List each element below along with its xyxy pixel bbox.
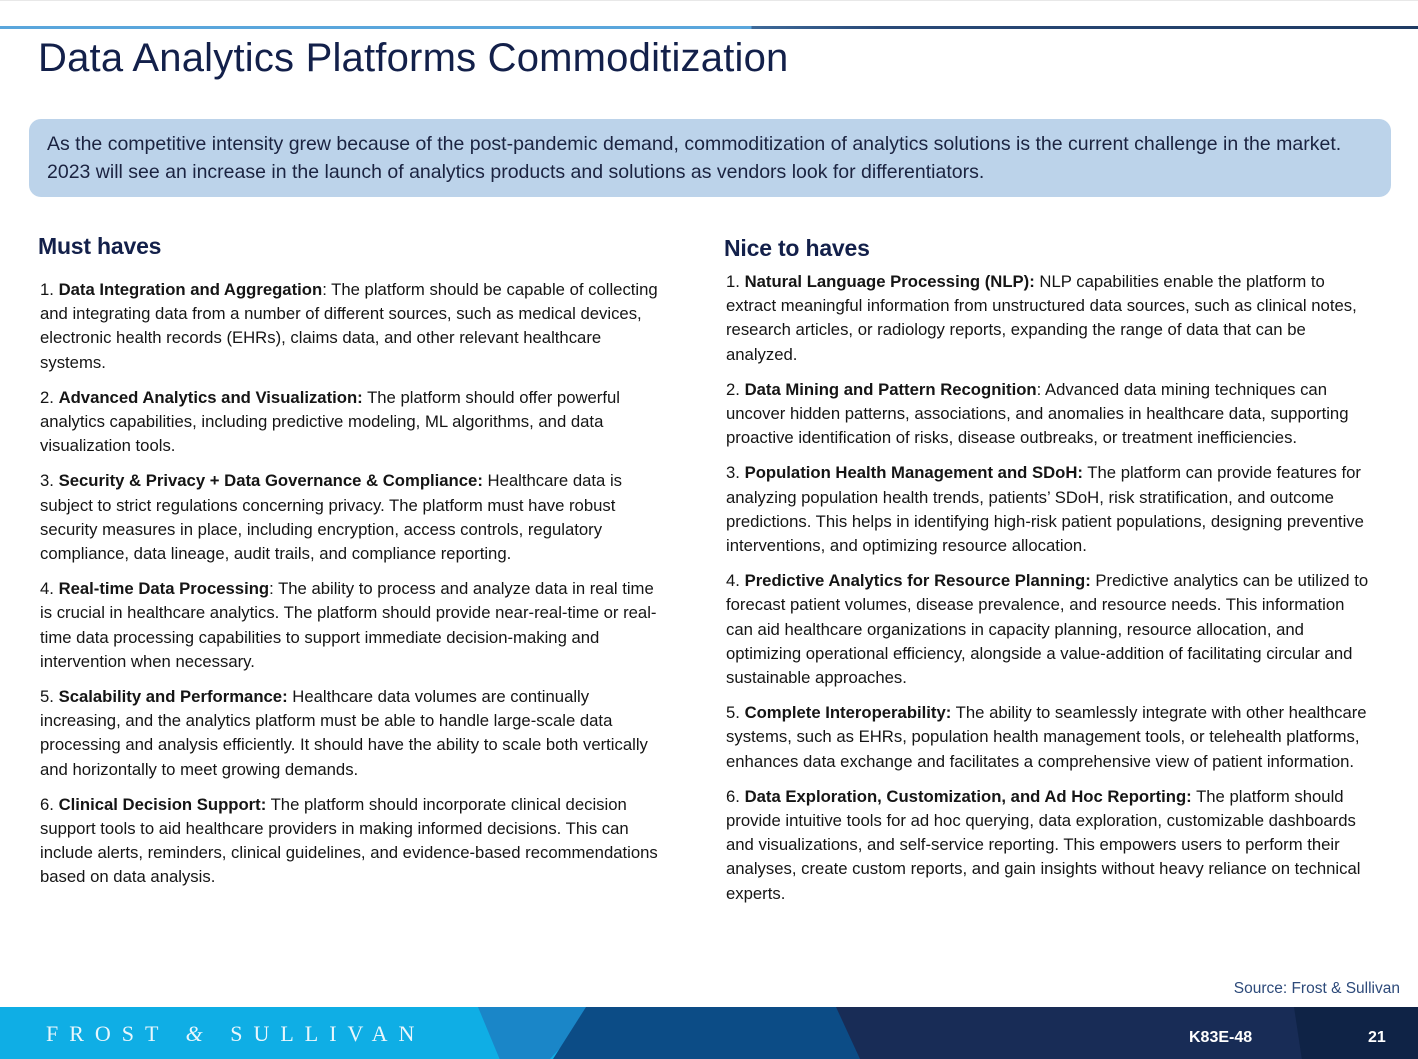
item-number: 2. bbox=[40, 387, 59, 407]
page-title: Data Analytics Platforms Commoditization bbox=[38, 36, 789, 80]
list-item bbox=[724, 569, 1374, 690]
summary-callout: As the competitive intensity grew because of the post-pandemic demand, commoditization of analytics solutions is the current challenge in the market. 2023 will see an increase in the launch of analytics products and solutions as vendors look for differentiators. bbox=[29, 119, 1391, 197]
item-number: 4. bbox=[40, 579, 59, 599]
source-note: Source: Frost & Sullivan bbox=[1233, 980, 1400, 997]
list-item bbox=[38, 469, 670, 566]
list-item bbox=[38, 278, 670, 375]
item-number: 4. bbox=[726, 571, 745, 591]
footer-bar bbox=[0, 1007, 1418, 1059]
item-term: Data Exploration, Customization, and Ad Hoc Reporting: bbox=[744, 786, 1192, 806]
item-number: 3. bbox=[726, 463, 745, 483]
must-haves-heading: Must haves bbox=[38, 233, 162, 259]
item-text: The ability to seamlessly integrate with other healthcare systems, such as EHRs, population health management tools, or telehealth platforms, enhances data exchange and facilitates a comprehensive view of patient information. bbox=[726, 703, 1367, 771]
frost-sullivan-logo bbox=[46, 1021, 425, 1047]
must-haves-list bbox=[38, 278, 670, 890]
item-number: 6. bbox=[40, 794, 59, 814]
item-term: Clinical Decision Support: bbox=[58, 794, 267, 814]
item-number: 1. bbox=[40, 280, 59, 299]
item-text: : The ability to process and analyze data in real time is crucial in healthcare analytics. The platform should provide near-real-time or real-time data processing capabilities to support immediate decision-making and intervention when necessary. bbox=[40, 579, 657, 671]
item-number: 5. bbox=[40, 687, 59, 707]
item-term: Security & Privacy + Data Governance & Compliance: bbox=[58, 471, 483, 491]
item-term: Real-time Data Processing bbox=[58, 579, 270, 599]
item-text: NLP capabilities enable the platform to extract meaningful information from unstructured data sources, such as clinical notes, research articles, or radiology reports, expanding the range of data that can be analyzed. bbox=[726, 272, 1357, 364]
item-text: : Advanced data mining techniques can uncover hidden patterns, associations, and anomalies in healthcare data, supporting proactive identification of risks, disease outbreaks, or treatment inefficiencies. bbox=[726, 379, 1349, 448]
list-item bbox=[724, 701, 1374, 774]
page-number: 21 bbox=[1368, 1029, 1386, 1046]
list-item bbox=[724, 270, 1374, 367]
nice-to-haves-column bbox=[724, 230, 1374, 917]
list-item bbox=[38, 685, 670, 782]
item-term: Predictive Analytics for Resource Planning: bbox=[744, 571, 1091, 591]
nice-to-haves-heading: Nice to haves bbox=[724, 235, 870, 261]
item-text: The platform should offer powerful analytics capabilities, including predictive modeling, ML algorithms, and data visualization tools. bbox=[40, 387, 620, 456]
list-item bbox=[38, 793, 670, 890]
item-number: 1. bbox=[726, 272, 745, 291]
item-term: Advanced Analytics and Visualization: bbox=[58, 387, 363, 407]
item-text: : The platform should be capable of collecting and integrating data from a number of different sources, such as medical devices, electronic health records (EHRs), claims data, and other relevant healthcare systems. bbox=[40, 280, 658, 372]
list-item bbox=[724, 785, 1374, 906]
list-item bbox=[724, 461, 1374, 558]
list-item bbox=[724, 378, 1374, 451]
item-text: Healthcare data is subject to strict regulations concerning privacy. The platform must have robust security measures in place, including encryption, access controls, regulatory compliance, data lineage, audit trails, and compliance reporting. bbox=[40, 471, 623, 564]
logo-ampersand: & bbox=[185, 1021, 214, 1046]
item-term: Scalability and Performance: bbox=[58, 687, 288, 707]
item-term: Data Integration and Aggregation bbox=[58, 280, 323, 299]
footer-band bbox=[1294, 1007, 1418, 1059]
must-haves-column bbox=[38, 230, 670, 901]
logo-word-sullivan: SULLIVAN bbox=[230, 1021, 426, 1046]
list-item bbox=[38, 577, 670, 674]
nice-to-haves-list bbox=[724, 270, 1374, 906]
item-text: The platform should provide intuitive tools for ad hoc querying, data exploration, customizable dashboards and visualizations, and self-service reporting. This empowers users to perform their analyses, create custom reports, and gain insights without heavy reliance on technical experts. bbox=[726, 786, 1361, 903]
item-term: Natural Language Processing (NLP): bbox=[744, 272, 1035, 291]
item-term: Population Health Management and SDoH: bbox=[744, 463, 1083, 483]
item-text: The platform should incorporate clinical decision support tools to aid healthcare providers in making informed decisions. This can include alerts, reminders, clinical guidelines, and evidence-based recommendations based on data analysis. bbox=[40, 794, 658, 887]
logo-word-frost: FROST bbox=[46, 1021, 170, 1046]
item-number: 2. bbox=[726, 379, 745, 399]
list-item bbox=[38, 386, 670, 459]
item-number: 5. bbox=[726, 703, 745, 723]
item-number: 6. bbox=[726, 786, 745, 806]
item-text: Predictive analytics can be utilized to forecast patient volumes, disease prevalence, and resource needs. This information can aid healthcare organizations in capacity planning, resource allocation, and optimizing operational efficiency, alongside a value-addition of facilitating circular and sustainable approaches. bbox=[726, 571, 1369, 688]
document-code: K83E-48 bbox=[1189, 1029, 1253, 1046]
footer-band bbox=[553, 1007, 883, 1059]
item-number: 3. bbox=[40, 471, 59, 491]
top-edge bbox=[0, 0, 1418, 1]
item-text: Healthcare data volumes are continually increasing, and the analytics platform must be able to handle large-scale data processing and analysis efficiently. It should have the ability to scale both vertically and horizontally to meet growing demands. bbox=[40, 687, 648, 779]
item-text: The platform can provide features for analyzing population health trends, patients’ SDoH, risk stratification, and outcome predictions. This helps in identifying high-risk patient populations, designing preventive interventions, and optimizing resource allocation. bbox=[726, 463, 1364, 556]
item-term: Data Mining and Pattern Recognition bbox=[744, 379, 1037, 399]
header-rule bbox=[0, 26, 1418, 29]
item-term: Complete Interoperability: bbox=[744, 703, 952, 723]
